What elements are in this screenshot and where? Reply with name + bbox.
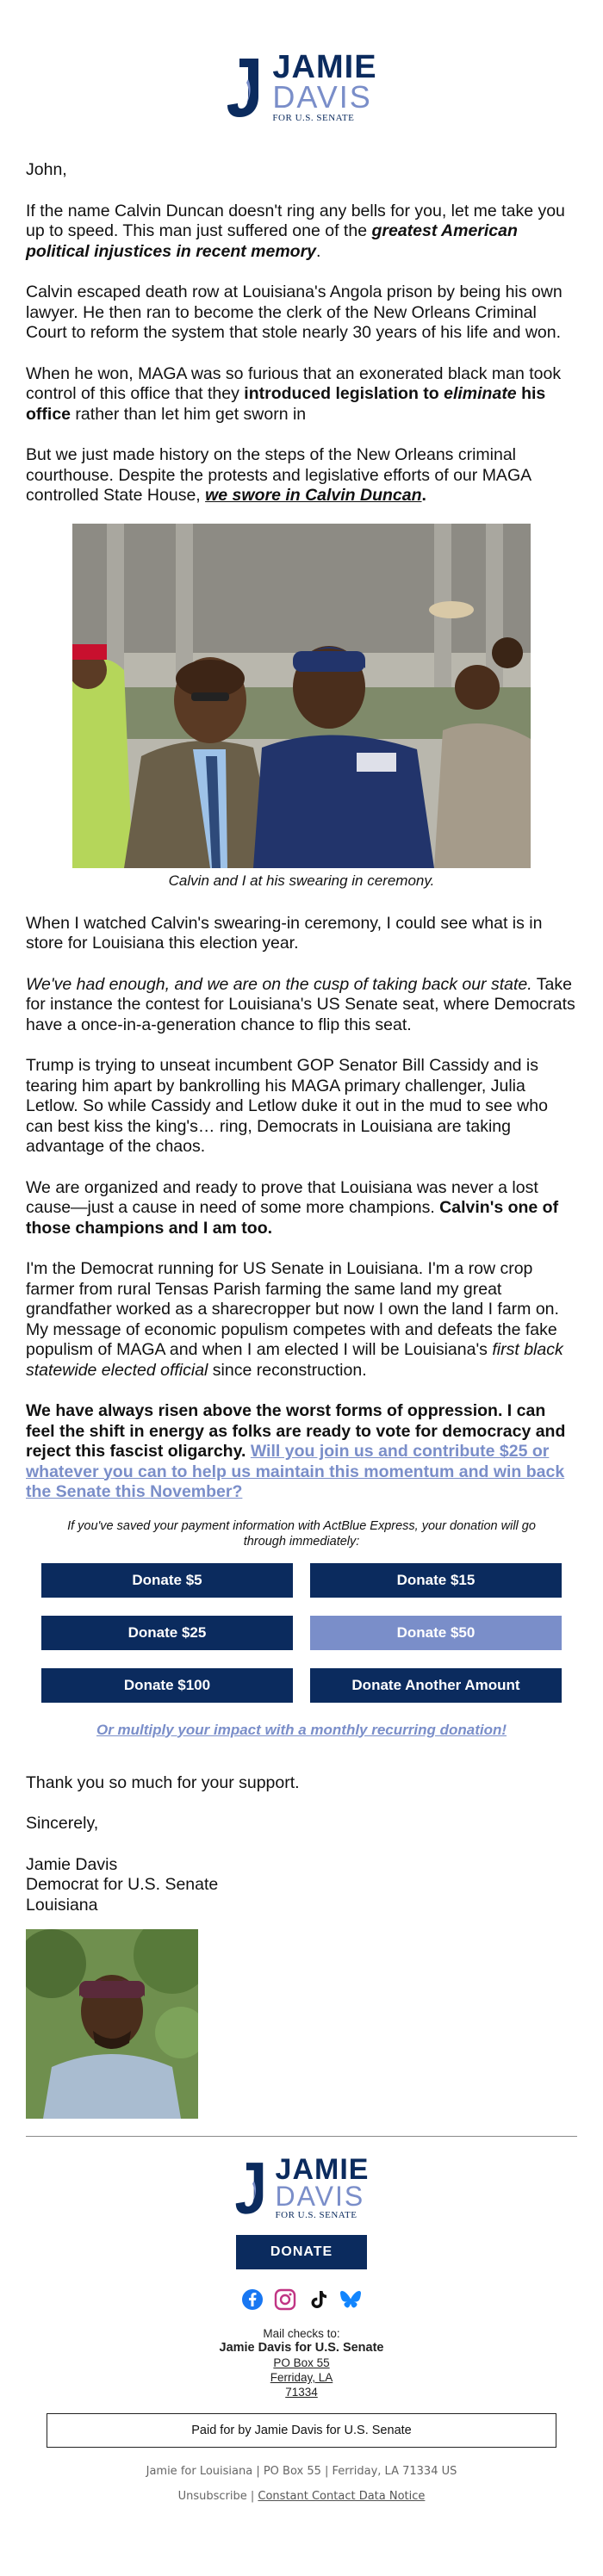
logo-name-bottom: DAVIS: [272, 79, 372, 115]
signature-block: [26, 1855, 577, 1916]
paragraph-3: When he won, MAGA was so furious that an exonerated black man took control of this office that they introduced legislation to eliminate his office rather than let him get sworn in: [26, 363, 562, 424]
letter-body-continued: [0, 914, 603, 1503]
mail-label: Mail checks to:: [263, 2327, 340, 2340]
monthly-recurring-link[interactable]: Or multiply your impact with a monthly recurring donation!: [96, 1721, 507, 1738]
jamie-portrait-photo: [26, 1929, 198, 2119]
paragraph-10: We have always risen above the worst forms of oppression. I can feel the shift in energy as folks are ready to vote for democracy and reject this fascist oligarchy. Will you join us and contribute $25 or whatever you can to help us maintain this momentum and win back the Senate this November?: [26, 1401, 566, 1501]
paragraph-8: We are organized and ready to prove that Louisiana was never a lost cause—just a cause in need of some more champions. Calvin's one of those champions and I am too.: [26, 1177, 559, 1238]
mail-org: Jamie Davis for U.S. Senate: [219, 2341, 384, 2355]
signoff: [0, 1773, 603, 1916]
facebook-icon[interactable]: [241, 2288, 264, 2311]
logo-name-bottom: DAVIS: [275, 2181, 365, 2212]
unsubscribe-link[interactable]: Unsubscribe: [177, 2490, 247, 2503]
unsubscribe-row: Unsubscribe | Constant Contact Data Notice: [177, 2490, 426, 2503]
mail-address-line-2[interactable]: Ferriday, LA: [270, 2371, 333, 2384]
paragraph-5: When I watched Calvin's swearing-in ceremony, I could see what is in store for Louisiana this election year.: [26, 913, 543, 953]
paragraph-2: Calvin escaped death row at Louisiana's Angola prison by being his own lawyer. He then ran to become the clerk of the New Orleans Criminal Court to reform the system that stole nearly 30 years of his life and won.: [26, 282, 563, 342]
header-logo[interactable]: [0, 0, 603, 126]
donate-other-button[interactable]: Donate Another Amount: [310, 1668, 562, 1703]
footer-donate-button[interactable]: DONATE: [236, 2235, 367, 2269]
logo-subtitle: FOR U.S. SENATE: [272, 113, 355, 123]
signer-state: Louisiana: [26, 1895, 98, 1915]
footer-address: Jamie for Louisiana | PO Box 55 | Ferriday, LA 71334 US: [146, 2465, 457, 2478]
paid-for-disclaimer: Paid for by Jamie Davis for U.S. Senate: [47, 2413, 556, 2448]
greeting: John,: [26, 160, 67, 179]
mail-address-line-1[interactable]: PO Box 55: [273, 2356, 330, 2369]
social-links: [0, 2288, 603, 2312]
constant-contact-notice-link[interactable]: Constant Contact Data Notice: [258, 2490, 426, 2503]
logo-subtitle: FOR U.S. SENATE: [275, 2210, 357, 2220]
tiktok-icon[interactable]: [307, 2288, 329, 2311]
mail-address-line-3[interactable]: 71334: [285, 2386, 318, 2399]
signer-name: Jamie Davis: [26, 1854, 118, 1874]
paragraph-7: Trump is trying to unseat incumbent GOP Senator Bill Cassidy and is tearing him apart by bankrolling his MAGA primary challenger, Julia Letlow. So while Cassidy and Letlow duke it out in the mud to see who can best kiss the king's… ring, Democrats in Louisiana are taking advantage of the chaos.: [26, 1056, 548, 1156]
thanks-text: Thank you so much for your support.: [26, 1772, 300, 1792]
contribute-link[interactable]: Will you join us and contribute $25 or whatever you can to help us maintain this momentum and win back the Senate this November?: [26, 1442, 565, 1501]
paragraph-6: We've had enough, and we are on the cusp of taking back our state. Take for instance the contest for Louisiana's US Senate seat, where Democrats have a once-in-a-generation chance to flip this seat.: [26, 974, 575, 1034]
donate-15-button[interactable]: Donate $15: [310, 1563, 562, 1598]
photo-calvin-and-jamie: [72, 524, 531, 868]
logo-name-top: JAMIE: [275, 2153, 370, 2186]
donate-5-button[interactable]: Donate $5: [41, 1563, 293, 1598]
letter-body: [0, 160, 603, 506]
closing-text: Sincerely,: [26, 1814, 99, 1833]
jd-logo-mark-icon: [234, 2159, 270, 2216]
logo-name-top: JAMIE: [272, 49, 377, 85]
swearing-in-photo: [72, 524, 531, 868]
paragraph-9: I'm the Democrat running for US Senate in Louisiana. I'm a row crop farmer from rural Tensas Parish farming the same land my great grandfather worked as a sharecropper but now I own the land I farm on. My message of economic populism competes with and defeats the fake populism of MAGA and when I am elected I will be Louisiana's first black statewide elected official since reconstruction.: [26, 1259, 563, 1380]
footer-logo[interactable]: [0, 2137, 603, 2218]
donate-50-button[interactable]: Donate $50: [310, 1616, 562, 1650]
signer-title: Democrat for U.S. Senate: [26, 1875, 219, 1894]
jd-logo-mark-icon: [226, 55, 267, 119]
actblue-note: If you've saved your payment information with ActBlue Express, your donation will go through immediately:: [67, 1518, 536, 1549]
mail-checks-block: [0, 2326, 603, 2399]
donate-100-button[interactable]: Donate $100: [41, 1668, 293, 1703]
paragraph-4: But we just made history on the steps of the New Orleans criminal courthouse. Despite the protests and legislative efforts of our MAGA controlled State House, we swore in Calvin Duncan.: [26, 445, 532, 505]
donation-buttons: [0, 1563, 603, 1703]
bluesky-icon[interactable]: [339, 2288, 362, 2311]
donate-25-button[interactable]: Donate $25: [41, 1616, 293, 1650]
paragraph-1: If the name Calvin Duncan doesn't ring any bells for you, let me take you up to speed. This man just suffered one of the greatest American political injustices in recent memory.: [26, 201, 565, 261]
photo-caption: Calvin and I at his swearing in ceremony.: [168, 872, 435, 889]
instagram-icon[interactable]: [274, 2288, 296, 2311]
